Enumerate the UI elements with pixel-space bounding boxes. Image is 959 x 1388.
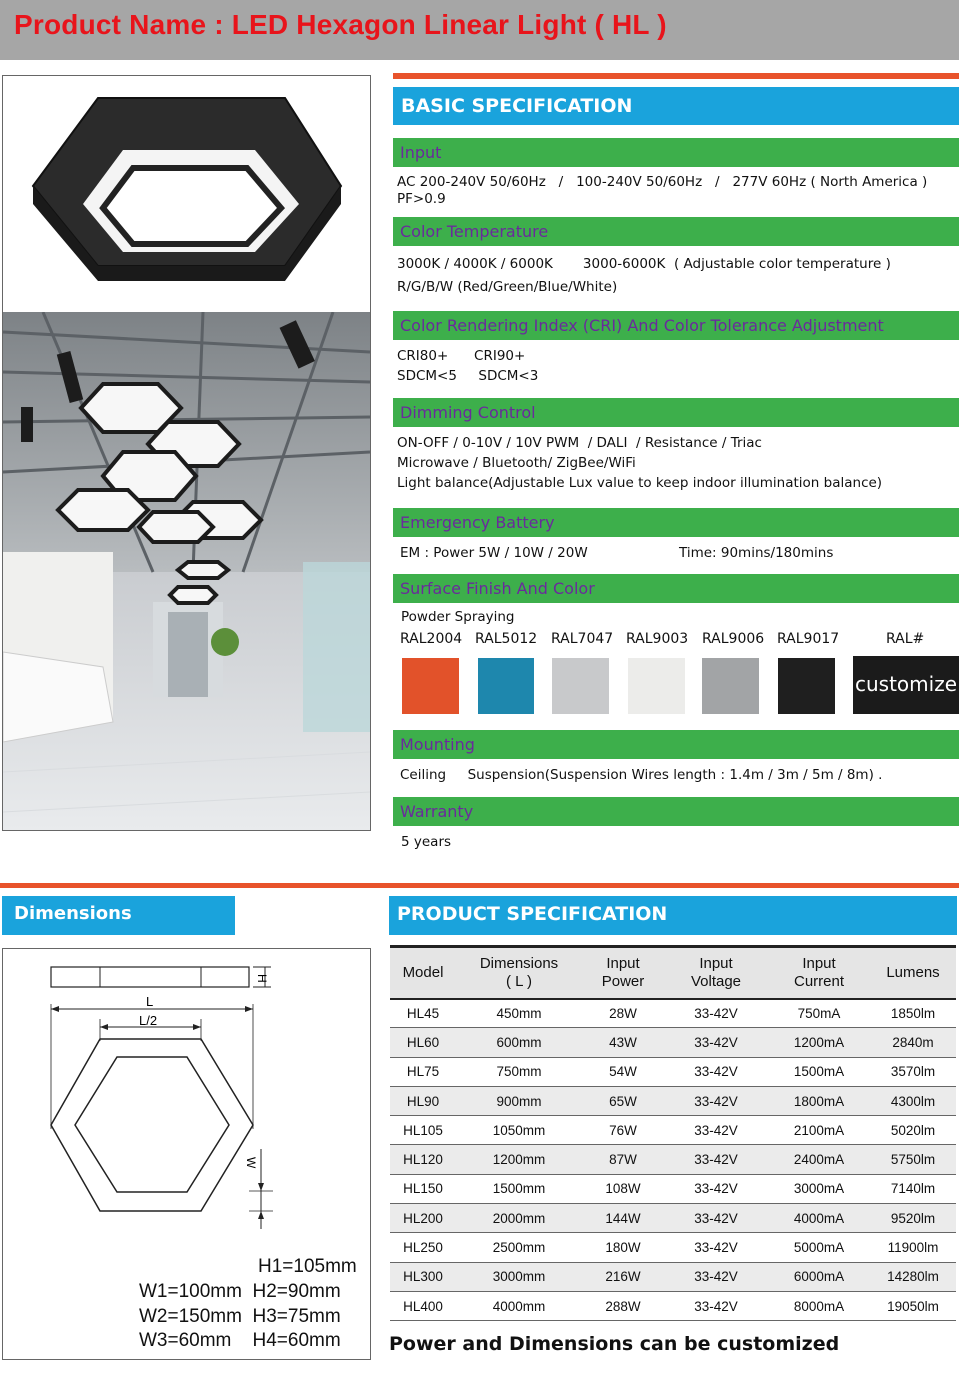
cell: HL400 xyxy=(390,1291,456,1320)
cell: 900mm xyxy=(456,1086,582,1115)
cell: 1850lm xyxy=(870,999,956,1028)
cell: 288W xyxy=(582,1291,664,1320)
cell: 1200mA xyxy=(768,1028,870,1057)
cell: 65W xyxy=(582,1086,664,1115)
dim-note-1: H1=105mm xyxy=(258,1256,357,1277)
cell: HL75 xyxy=(390,1057,456,1086)
page-title: Product Name : LED Hexagon Linear Light ( HL ) xyxy=(14,9,667,40)
input-line-2: PF>0.9 xyxy=(397,191,446,207)
col-dimensions: Dimensions ( L ) xyxy=(456,947,582,999)
product-spec-header: PRODUCT SPECIFICATION xyxy=(389,896,957,935)
table-row xyxy=(390,1086,956,1115)
emergency-time: Time: 90mins/180mins xyxy=(679,545,834,561)
cell: 5000mA xyxy=(768,1233,870,1262)
cell: HL200 xyxy=(390,1204,456,1233)
installation-photo xyxy=(3,312,370,830)
swatch-ral5012 xyxy=(478,658,534,714)
swatch-ral9003 xyxy=(628,658,685,714)
cell: 4300lm xyxy=(870,1086,956,1115)
dimensions-header: Dimensions xyxy=(2,896,235,935)
dim-l-label: L xyxy=(146,994,154,1009)
cell: 1500mm xyxy=(456,1174,582,1203)
dim-note-2: W1=100mm H2=90mm xyxy=(139,1281,341,1302)
cri-label: Color Rendering Index (CRI) And Color Tolerance Adjustment xyxy=(393,311,959,340)
dimming-label: Dimming Control xyxy=(393,398,959,427)
cell: HL90 xyxy=(390,1086,456,1115)
dim-note-4: W3=60mm H4=60mm xyxy=(139,1330,341,1351)
product-photo xyxy=(3,76,370,312)
table-row xyxy=(390,1145,956,1174)
table-row xyxy=(390,1174,956,1203)
cell: 33-42V xyxy=(664,1204,768,1233)
cell: 1800mA xyxy=(768,1086,870,1115)
cell: 2400mA xyxy=(768,1145,870,1174)
table-row xyxy=(390,1116,956,1145)
cell: 33-42V xyxy=(664,1291,768,1320)
cell: HL105 xyxy=(390,1116,456,1145)
cell: 28W xyxy=(582,999,664,1028)
cell: 33-42V xyxy=(664,1145,768,1174)
col-input-voltage: Input Voltage xyxy=(664,947,768,999)
dim-w-label: W xyxy=(244,1157,258,1169)
swatch-ral2004 xyxy=(402,658,459,714)
cell: 450mm xyxy=(456,999,582,1028)
cell: 1200mm xyxy=(456,1145,582,1174)
cell: 14280lm xyxy=(870,1262,956,1291)
cell: 33-42V xyxy=(664,1233,768,1262)
cell: 5020lm xyxy=(870,1116,956,1145)
table-row xyxy=(390,1262,956,1291)
input-line-1: AC 200-240V 50/60Hz / 100-240V 50/60Hz / 277V 60Hz ( North America ) xyxy=(397,174,928,190)
cell: 19050lm xyxy=(870,1291,956,1320)
swatch-ral9006 xyxy=(702,658,759,714)
color-temperature-line-1: 3000K / 4000K / 6000K 3000-6000K ( Adjustable color temperature ) xyxy=(397,256,891,272)
cell: 8000mA xyxy=(768,1291,870,1320)
input-label: Input xyxy=(393,138,959,167)
col-model: Model xyxy=(390,947,456,999)
cell: 9520lm xyxy=(870,1204,956,1233)
office-interior-image xyxy=(3,312,370,830)
swatch-label-ral9006: RAL9006 xyxy=(702,631,765,647)
cell: HL300 xyxy=(390,1262,456,1291)
dim-note-3: W2=150mm H3=75mm xyxy=(139,1306,341,1327)
cell: HL120 xyxy=(390,1145,456,1174)
cell: 216W xyxy=(582,1262,664,1291)
warranty-label: Warranty xyxy=(393,797,959,826)
cell: 54W xyxy=(582,1057,664,1086)
cell: 4000mm xyxy=(456,1291,582,1320)
cell: HL60 xyxy=(390,1028,456,1057)
cell: 4000mA xyxy=(768,1204,870,1233)
cri-line-1: CRI80+ CRI90+ xyxy=(397,348,526,364)
cell: 600mm xyxy=(456,1028,582,1057)
dim-h-label: H xyxy=(255,974,269,983)
cell: 1050mm xyxy=(456,1116,582,1145)
cell: HL45 xyxy=(390,999,456,1028)
dimming-line-2: Microwave / Bluetooth/ ZigBee/WiFi xyxy=(397,455,636,471)
table-header-row xyxy=(390,947,956,999)
swatch-label-custom: RAL# xyxy=(886,631,925,647)
cri-line-2: SDCM<5 SDCM<3 xyxy=(397,368,539,384)
customization-note: Power and Dimensions can be customized xyxy=(389,1333,840,1355)
table-row xyxy=(390,1233,956,1262)
cell: 87W xyxy=(582,1145,664,1174)
table-row xyxy=(390,1204,956,1233)
color-temperature-line-2: R/G/B/W (Red/Green/Blue/White) xyxy=(397,279,618,295)
title-bar xyxy=(0,0,959,60)
dimming-line-1: ON-OFF / 0-10V / 10V PWM / DALI / Resistance / Triac xyxy=(397,435,762,451)
swatch-ral9017 xyxy=(778,658,835,714)
table-row xyxy=(390,999,956,1028)
cell: 33-42V xyxy=(664,1116,768,1145)
swatch-label-ral9003: RAL9003 xyxy=(626,631,689,647)
finish-label: Surface Finish And Color xyxy=(393,574,959,603)
hexagon-light-image xyxy=(3,76,370,312)
mounting-line-1: Ceiling Suspension(Suspension Wires length : 1.4m / 3m / 5m / 8m) . xyxy=(400,767,883,783)
emergency-label: Emergency Battery xyxy=(393,508,959,537)
swatch-ral7047 xyxy=(552,658,609,714)
cell: 43W xyxy=(582,1028,664,1057)
cell: HL250 xyxy=(390,1233,456,1262)
cell: 1500mA xyxy=(768,1057,870,1086)
dimming-line-3: Light balance(Adjustable Lux value to keep indoor illumination balance) xyxy=(397,475,883,491)
cell: 144W xyxy=(582,1204,664,1233)
cell: 11900lm xyxy=(870,1233,956,1262)
cell: 108W xyxy=(582,1174,664,1203)
finish-method: Powder Spraying xyxy=(401,609,515,625)
cell: 33-42V xyxy=(664,1028,768,1057)
table-row xyxy=(390,1028,956,1057)
cell: 750mA xyxy=(768,999,870,1028)
product-photo-frame xyxy=(2,75,371,831)
section-rule xyxy=(393,73,959,79)
swatch-label-ral9017: RAL9017 xyxy=(777,631,840,647)
color-temperature-label: Color Temperature xyxy=(393,217,959,246)
cell: 3000mm xyxy=(456,1262,582,1291)
cell: 2000mm xyxy=(456,1204,582,1233)
cell: 2500mm xyxy=(456,1233,582,1262)
cell: HL150 xyxy=(390,1174,456,1203)
section-divider xyxy=(0,883,959,888)
product-spec-table xyxy=(390,945,956,1321)
cell: 7140lm xyxy=(870,1174,956,1203)
cell: 750mm xyxy=(456,1057,582,1086)
swatch-label-ral2004: RAL2004 xyxy=(400,631,463,647)
cell: 6000mA xyxy=(768,1262,870,1291)
mounting-label: Mounting xyxy=(393,730,959,759)
basic-spec-header: BASIC SPECIFICATION xyxy=(393,87,959,125)
cell: 2840m xyxy=(870,1028,956,1057)
swatch-label-ral5012: RAL5012 xyxy=(475,631,538,647)
customize-swatch: customize xyxy=(853,656,959,714)
cell: 33-42V xyxy=(664,999,768,1028)
cell: 33-42V xyxy=(664,1086,768,1115)
cell: 33-42V xyxy=(664,1262,768,1291)
cell: 3000mA xyxy=(768,1174,870,1203)
cell: 2100mA xyxy=(768,1116,870,1145)
table-row xyxy=(390,1291,956,1320)
col-input-current: Input Current xyxy=(768,947,870,999)
cell: 3570lm xyxy=(870,1057,956,1086)
cell: 180W xyxy=(582,1233,664,1262)
warranty-line-1: 5 years xyxy=(401,834,452,850)
cell: 33-42V xyxy=(664,1057,768,1086)
cell: 33-42V xyxy=(664,1174,768,1203)
cell: 5750lm xyxy=(870,1145,956,1174)
cell: 76W xyxy=(582,1116,664,1145)
dim-l2-label: L/2 xyxy=(139,1013,158,1028)
col-lumens: Lumens xyxy=(870,947,956,999)
emergency-power: EM : Power 5W / 10W / 20W xyxy=(400,545,588,561)
table-row xyxy=(390,1057,956,1086)
col-input-power: Input Power xyxy=(582,947,664,999)
swatch-label-ral7047: RAL7047 xyxy=(551,631,614,647)
